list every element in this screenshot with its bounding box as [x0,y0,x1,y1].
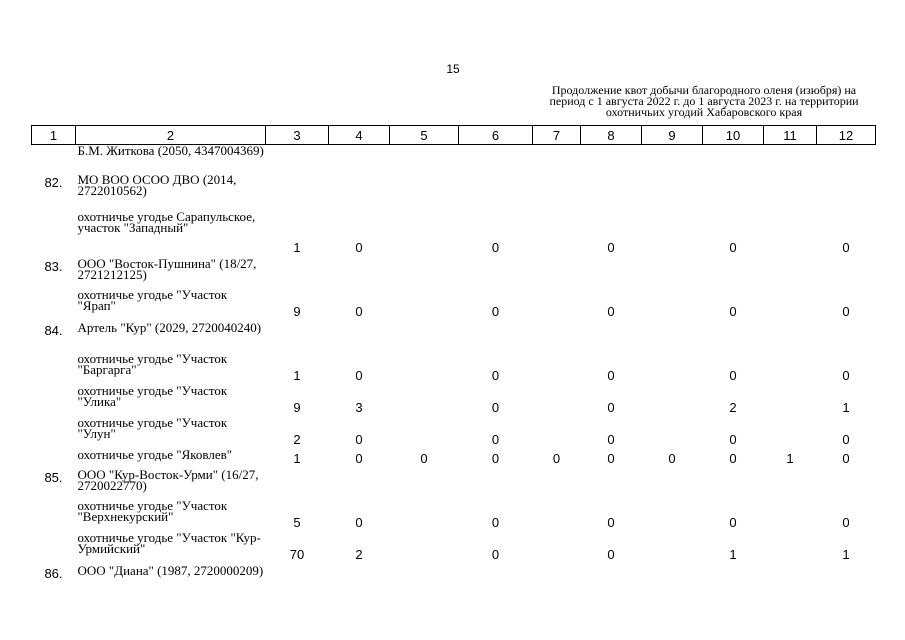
cell-col-8 [581,255,642,287]
cell-col-12 [817,145,876,171]
cell-col-11: 1 [786,450,794,466]
cell-col-6 [459,171,533,209]
cell-col-4: 0 [355,431,363,447]
cell-col-4 [329,319,390,351]
cell-col-3 [266,171,329,209]
row-number: 85. [44,469,63,485]
cell-col-6: 0 [491,399,500,415]
cell-col-6: 0 [491,367,500,383]
cell-col-10 [703,319,764,351]
row-number [32,287,76,319]
cell-col-3: 9 [293,303,301,319]
cell-col-7 [533,562,581,589]
cell-col-12 [817,255,876,287]
cell-col-7 [533,415,581,447]
cell-col-8 [581,319,642,351]
cell-col-9 [642,415,703,447]
row-number [32,530,76,562]
table-row [32,171,876,209]
cell-col-12: 0 [842,431,850,447]
cell-col-12 [817,319,876,351]
cell-col-7 [533,383,581,415]
table-body [32,145,876,589]
cell-col-5 [390,287,459,319]
cell-col-10 [703,562,764,589]
column-header-5: 5 [390,126,459,145]
cell-col-9 [642,255,703,287]
cell-col-10: 1 [729,546,737,562]
cell-col-3 [266,255,329,287]
cell-col-4: 0 [355,303,363,319]
row-name: охотничье угодье "Участок "Верхнекурский" [77,497,228,524]
cell-col-3 [266,466,329,498]
cell-col-11 [764,255,817,287]
cell-col-9 [642,319,703,351]
row-name: охотничье угодье "Участок "Баргарга" [77,350,228,377]
row-number [32,498,76,530]
table-row [32,255,876,287]
table-row [32,209,876,255]
table-row [32,466,876,498]
cell-col-11 [764,351,817,383]
row-number [32,447,76,466]
column-header-11: 11 [764,126,817,145]
cell-col-9 [642,530,703,562]
cell-col-5 [390,562,459,589]
cell-col-3: 2 [293,431,301,447]
table-row [32,530,876,562]
cell-col-7 [533,255,581,287]
cell-col-7 [533,171,581,209]
cell-col-4: 0 [355,450,363,466]
cell-col-6 [459,319,533,351]
row-number [32,145,76,171]
cell-col-5 [390,145,459,171]
column-header-10: 10 [703,126,764,145]
cell-col-9 [642,466,703,498]
cell-col-9 [642,383,703,415]
cell-col-6: 0 [491,514,500,530]
row-name: ООО "Кур-Восток-Урми" (16/27, 2720022770) [77,466,259,493]
cell-col-7 [533,530,581,562]
cell-col-8: 0 [607,450,615,466]
cell-col-4: 0 [355,514,363,530]
table-row [32,287,876,319]
quota-table [31,125,876,589]
column-header-4: 4 [329,126,390,145]
cell-col-8: 0 [607,303,615,319]
cell-col-12: 0 [842,367,850,383]
cell-col-9 [642,562,703,589]
cell-col-11 [764,415,817,447]
cell-col-9 [642,498,703,530]
cell-col-6 [459,255,533,287]
cell-col-6: 0 [491,450,500,466]
cell-col-9 [642,209,703,255]
cell-col-8 [581,562,642,589]
column-header-7: 7 [533,126,581,145]
cell-col-3: 70 [289,546,305,562]
cell-col-6: 0 [491,431,500,447]
cell-col-12: 0 [842,239,850,255]
cell-col-6: 0 [491,239,500,255]
row-name: охотничье угодье "Участок "Улун" [77,414,228,441]
cell-col-12 [817,466,876,498]
cell-col-8: 0 [607,367,615,383]
cell-col-4: 0 [355,367,363,383]
cell-col-4 [329,171,390,209]
cell-col-9 [642,351,703,383]
cell-col-5 [390,171,459,209]
cell-col-8: 0 [607,546,615,562]
cell-col-3 [266,319,329,351]
row-name: Б.М. Житкова (2050, 4347004369) [77,143,264,158]
cell-col-11 [764,383,817,415]
cell-col-11 [764,171,817,209]
row-name: ООО "Восток-Пушнина" (18/27, 2721212125) [77,255,257,282]
cell-col-8: 0 [607,239,615,255]
cell-col-5 [390,415,459,447]
cell-col-4 [329,255,390,287]
table-row [32,447,876,466]
cell-col-12 [817,562,876,589]
row-number: 86. [44,565,63,581]
cell-col-6: 0 [491,546,500,562]
cell-col-7 [533,287,581,319]
cell-col-12: 1 [842,399,850,415]
cell-col-3: 1 [293,367,301,383]
table-row [32,319,876,351]
cell-col-8: 0 [607,514,615,530]
cell-col-8: 0 [607,431,615,447]
cell-col-5 [390,466,459,498]
cell-col-10: 0 [729,303,737,319]
cell-col-3 [266,145,329,171]
column-header-3: 3 [266,126,329,145]
row-number [32,415,76,447]
cell-col-9 [642,145,703,171]
cell-col-11 [764,319,817,351]
cell-col-10: 0 [729,431,737,447]
row-name: охотничье угодье "Участок "Улика" [77,382,228,409]
cell-col-9 [642,171,703,209]
cell-col-3 [266,562,329,589]
cell-col-10 [703,255,764,287]
table-row [32,383,876,415]
row-number: 82. [44,174,63,190]
cell-col-7 [533,351,581,383]
cell-col-5 [390,351,459,383]
cell-col-5 [390,498,459,530]
cell-col-12 [817,171,876,209]
table-caption: Продолжение квот добычи благородного оленя (изюбря) на период с 1 августа 2022 г. до 1 августа 2023 г. на территории охотничьих угодий Хабаровского края [549,83,859,119]
cell-col-12: 0 [842,303,850,319]
cell-col-12: 0 [842,514,850,530]
row-number [32,383,76,415]
cell-col-5 [390,209,459,255]
cell-col-5 [390,319,459,351]
cell-col-3: 1 [293,239,301,255]
cell-col-7: 0 [552,450,561,466]
cell-col-8 [581,171,642,209]
table-row [32,498,876,530]
cell-col-11 [764,145,817,171]
cell-col-11 [764,209,817,255]
cell-col-7 [533,319,581,351]
cell-col-12: 1 [842,546,850,562]
cell-col-4: 3 [355,399,363,415]
table-row [32,351,876,383]
cell-col-11 [764,498,817,530]
table-row [32,145,876,171]
row-name: Артель "Кур" (2029, 2720040240) [77,319,262,335]
cell-col-5 [390,383,459,415]
cell-col-10: 0 [729,367,737,383]
cell-col-9: 0 [668,450,676,466]
cell-col-3: 9 [293,399,301,415]
cell-col-11 [764,530,817,562]
column-header-8: 8 [581,126,642,145]
cell-col-3: 1 [293,450,301,466]
cell-col-7 [533,498,581,530]
cell-col-8: 0 [607,399,615,415]
cell-col-6 [459,466,533,498]
row-name: МО ВОО ОСОО ДВО (2014, 2722010562) [77,171,237,198]
cell-col-10: 0 [729,450,737,466]
header-row [32,126,876,145]
cell-col-4 [329,562,390,589]
row-name: ООО "Диана" (1987, 2720000209) [77,562,264,578]
cell-col-7 [533,209,581,255]
cell-col-4 [329,466,390,498]
cell-col-6 [459,145,533,171]
cell-col-8 [581,466,642,498]
row-name: охотничье угодье Сарапульское, участок "Западный" [77,208,256,235]
cell-col-9 [642,287,703,319]
row-name: охотничье угодье "Яковлев" [77,446,233,462]
cell-col-11 [764,466,817,498]
row-number: 83. [44,258,63,274]
column-header-6: 6 [459,126,533,145]
page-number: 15 [446,62,460,76]
row-number [32,209,76,255]
cell-col-10 [703,466,764,498]
cell-col-12: 0 [842,450,850,466]
cell-col-10 [703,171,764,209]
row-name: охотничье угодье "Участок "Ярап" [77,286,228,313]
cell-col-10: 0 [729,239,737,255]
table-row [32,415,876,447]
cell-col-7 [533,145,581,171]
cell-col-10 [703,145,764,171]
column-header-1: 1 [32,126,76,145]
cell-col-3: 5 [293,514,301,530]
cell-col-10: 2 [729,399,737,415]
cell-col-6: 0 [491,303,500,319]
column-header-12: 12 [817,126,876,145]
row-number: 84. [44,322,63,338]
cell-col-10: 0 [729,514,737,530]
column-header-2: 2 [76,126,266,145]
cell-col-5: 0 [420,450,428,466]
column-header-9: 9 [642,126,703,145]
cell-col-11 [764,562,817,589]
cell-col-7 [533,466,581,498]
row-name: охотничье угодье "Участок "Кур-Урмийский" [77,529,261,556]
table-row [32,562,876,589]
cell-col-6 [459,562,533,589]
row-number [32,351,76,383]
cell-col-5 [390,530,459,562]
cell-col-4: 0 [355,239,363,255]
cell-col-11 [764,287,817,319]
cell-col-4 [329,145,390,171]
cell-col-8 [581,145,642,171]
cell-col-4: 2 [355,546,363,562]
cell-col-5 [390,255,459,287]
